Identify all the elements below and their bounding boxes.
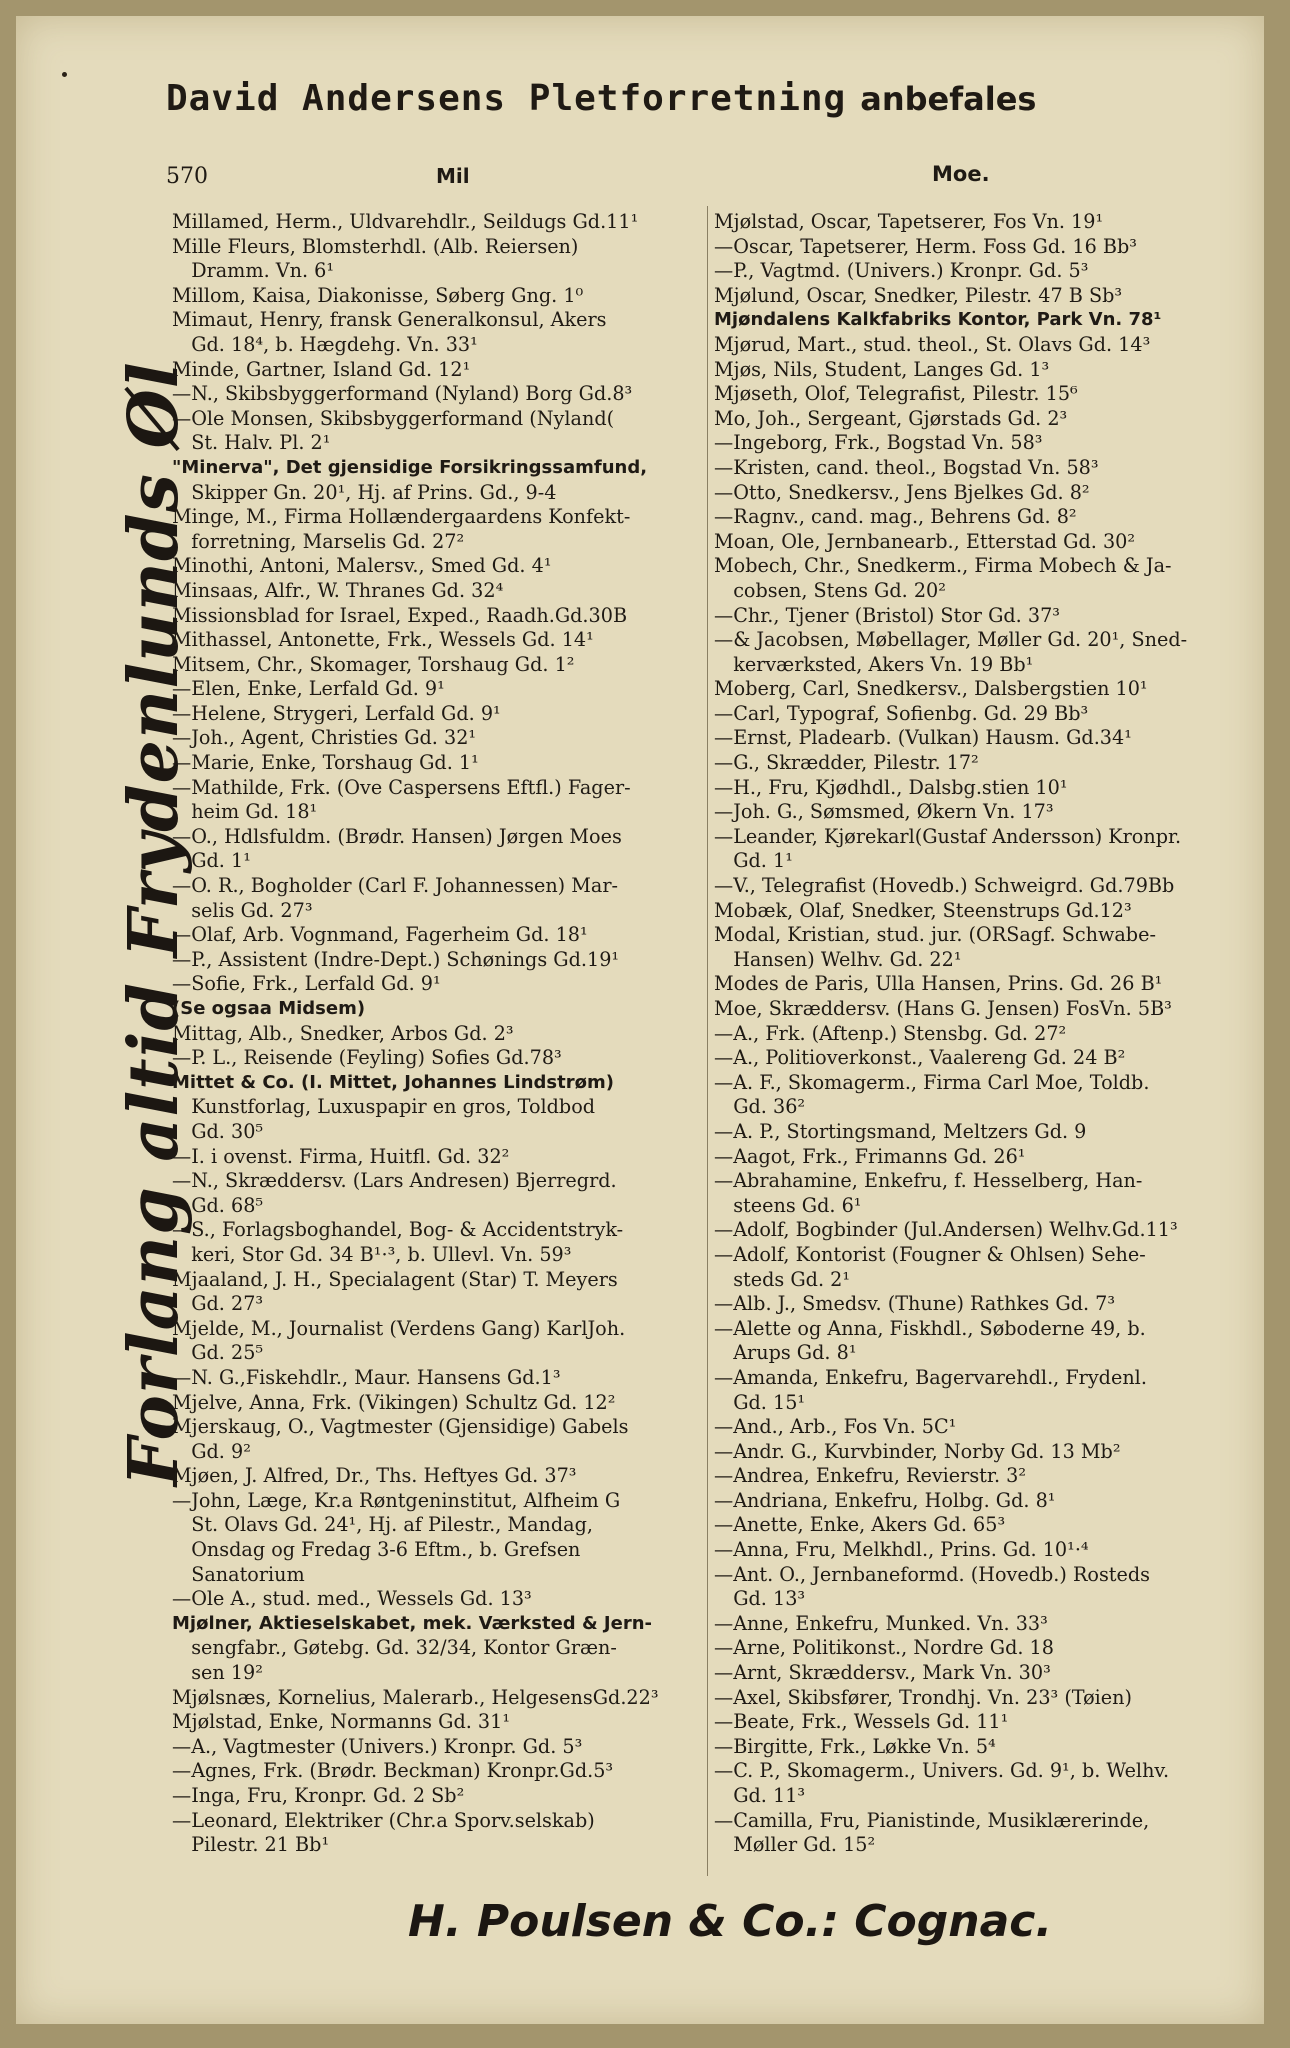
directory-entry-line: —Otto, Snedkersv., Jens Bjelkes Gd. 8² [714,480,1090,504]
directory-entry-line: —P., Vagtmd. (Univers.) Kronpr. Gd. 5³ [714,259,1089,283]
directory-entry-line: —Elen, Enke, Lerfald Gd. 9¹ [172,677,445,701]
directory-entry-line: —Anna, Fru, Melkhdl., Prins. Gd. 10¹·⁴ [714,1538,1089,1562]
directory-entry-line: Mjørud, Mart., stud. theol., St. Olavs Gd. 14³ [714,332,1151,356]
right-column [714,210,1252,1858]
directory-entry-line: steds Gd. 2¹ [714,1267,851,1291]
directory-entry-line: —Joh. G., Sømsmed, Økern Vn. 17³ [714,800,1054,824]
directory-entry-line: Missionsblad for Israel, Exped., Raadh.Gd.30B [172,603,628,627]
directory-entry-line: sen 19² [172,1661,263,1685]
banner-text: David Andersens Pletforretning [166,78,847,119]
directory-entry-line: Gd. 13³ [714,1587,806,1611]
directory-entry-line: Modal, Kristian, stud. jur. (ORSagf. Schwabe- [714,923,1156,947]
directory-entry-line: heim Gd. 18¹ [172,800,318,824]
directory-entry-line: kerværksted, Akers Vn. 19 Bb¹ [714,652,1034,676]
directory-entry-line: keri, Stor Gd. 34 B¹·³, b. Ullevl. Vn. 59³ [172,1242,572,1266]
directory-entry-line: —Oscar, Tapetserer, Herm. Foss Gd. 16 Bb³ [714,234,1137,258]
directory-entry-line: Minsaas, Alfr., W. Thranes Gd. 32⁴ [172,578,504,602]
directory-entry-line: —Anne, Enkefru, Munked. Vn. 33³ [714,1611,1048,1635]
directory-entry-line: —Abrahamine, Enkefru, f. Hesselberg, Han- [714,1169,1143,1193]
directory-entry-line: Onsdag og Fredag 3-6 Eftm., b. Grefsen [172,1538,581,1562]
directory-entry-line: Mitsem, Chr., Skomager, Torshaug Gd. 1² [172,652,575,676]
directory-entry-line: cobsen, Stens Gd. 20² [714,578,946,602]
print-speck [62,72,67,77]
directory-entry-line: —Birgitte, Frk., Løkke Vn. 5⁴ [714,1734,996,1758]
directory-entry-line: Skipper Gn. 20¹, Hj. af Prins. Gd., 9-4 [172,480,557,504]
directory-entry-line: Hansen) Welhv. Gd. 22¹ [714,947,962,971]
guide-word-left: Mil [436,164,470,188]
directory-entry-line: Gd. 1¹ [172,849,251,873]
directory-entry-line: —Sofie, Frk., Lerfald Gd. 9¹ [172,972,441,996]
directory-entry-line: Gd. 18⁴, b. Hægdehg. Vn. 33¹ [172,332,478,356]
directory-entry-line: steens Gd. 6¹ [714,1193,862,1217]
directory-entry-line: —Camilla, Fru, Pianistinde, Musiklærerinde, [714,1808,1150,1832]
directory-entry-line: —V., Telegrafist (Hovedb.) Schweigrd. Gd.79Bb [714,874,1175,898]
directory-entry-line: —N. G.,Fiskehdlr., Maur. Hansens Gd.1³ [172,1365,561,1389]
left-column [172,210,710,1858]
directory-entry-line: Mjelve, Anna, Frk. (Vikingen) Schultz Gd. 12² [172,1390,616,1414]
directory-entry-line: —Andriana, Enkefru, Holbg. Gd. 8¹ [714,1488,1056,1512]
directory-entry-line: —Ragnv., cand. mag., Behrens Gd. 8² [714,505,1077,529]
page-number: 570 [166,164,208,189]
footer-advertisement: H. Poulsen & Co.: Cognac. [408,1896,1053,1947]
banner-ad [166,78,1226,138]
directory-entry-line: —Ant. O., Jernbaneformd. (Hovedb.) Rosteds [714,1562,1150,1586]
directory-entry-line: —Joh., Agent, Christies Gd. 32¹ [172,726,477,750]
directory-entry-line: Mittet & Co. (I. Mittet, Johannes Lindstrøm) [172,1071,614,1093]
directory-entry-line: Mjølstad, Enke, Normanns Gd. 31¹ [172,1710,511,1734]
directory-entry-line: Kunstforlag, Luxuspapir en gros, Toldbod [172,1095,596,1119]
directory-entry-line: —Alb. J., Smedsv. (Thune) Rathkes Gd. 7³ [714,1292,1116,1316]
directory-entry-line: —I. i ovenst. Firma, Huitfl. Gd. 32² [172,1144,510,1168]
directory-entry-line: —Chr., Tjener (Bristol) Stor Gd. 37³ [714,603,1060,627]
directory-page [16,16,1264,2024]
directory-entry-line: Sanatorium [172,1562,305,1586]
column-divider [707,206,708,1876]
directory-entry-line: Mille Fleurs, Blomsterhdl. (Alb. Reiersen) [172,234,579,258]
directory-entry-line: Gd. 1¹ [714,849,793,873]
directory-entry-line: —A., Frk. (Aftenp.) Stensbg. Gd. 27² [714,1021,1067,1045]
directory-entry-line: —P. L., Reisende (Feyling) Sofies Gd.78³ [172,1046,562,1070]
directory-entry-line: forretning, Marselis Gd. 27² [172,529,465,553]
directory-entry-line: —Carl, Typograf, Sofienbg. Gd. 29 Bb³ [714,701,1089,725]
directory-entry-line: Millamed, Herm., Uldvarehdlr., Seildugs Gd.11¹ [172,210,639,233]
directory-entry-line: Gd. 27³ [172,1292,264,1316]
directory-entry-line: —Aagot, Frk., Frimanns Gd. 26¹ [714,1144,1026,1168]
directory-entry-line: —Marie, Enke, Torshaug Gd. 1¹ [172,751,479,775]
side-advertisement: Forlang altid Frydenlunds Øl [114,361,194,1486]
directory-entry-line: Mjerskaug, O., Vagtmester (Gjensidige) Gabels [172,1415,629,1439]
directory-entry-line: Mjøndalens Kalkfabriks Kontor, Park Vn. 78¹ [714,309,1162,331]
directory-entry-line: Gd. 36² [714,1095,806,1119]
guide-word-right: Moe. [932,162,990,186]
directory-entry-line: —Adolf, Kontorist (Fougner & Ohlsen) Sehe- [714,1242,1146,1266]
directory-entry-line: "Minerva", Det gjensidige Forsikringssamfund, [172,456,648,478]
directory-entry-line: —Leander, Kjørekarl(Gustaf Andersson) Kronpr. [714,824,1182,848]
directory-entry-line: —A. F., Skomagerm., Firma Carl Moe, Toldb. [714,1070,1150,1094]
directory-entry-line: St. Halv. Pl. 2¹ [172,431,331,455]
directory-entry-line: —A. P., Stortingsmand, Meltzers Gd. 9 [714,1119,1087,1143]
directory-entry-line: (Se ogsaa Midsem) [172,998,366,1019]
directory-entry-line: Mjelde, M., Journalist (Verdens Gang) KarlJoh. [172,1316,626,1340]
directory-entry-line: Mimaut, Henry, fransk Generalkonsul, Akers [172,308,607,332]
directory-entry-line: —A., Vagtmester (Univers.) Kronpr. Gd. 5³ [172,1734,583,1758]
directory-entry-line: —Andr. G., Kurvbinder, Norby Gd. 13 Mb² [714,1439,1121,1463]
directory-entry-line: Mobech, Chr., Snedkerm., Firma Mobech & Ja- [714,554,1172,578]
directory-entry-line: Minothi, Antoni, Malersv., Smed Gd. 4¹ [172,554,552,578]
directory-entry-line: —Mathilde, Frk. (Ove Caspersens Eftfl.) Fager- [172,775,631,799]
directory-entry-line: Gd. 11³ [714,1784,806,1807]
directory-entry-line: Arups Gd. 8¹ [714,1341,857,1365]
directory-entry-line: —Arne, Politikonst., Nordre Gd. 18 [714,1636,1054,1660]
directory-entry-line: —O. R., Bogholder (Carl F. Johannessen) Mar- [172,874,619,898]
directory-entry-line: —And., Arb., Fos Vn. 5C¹ [714,1415,957,1439]
directory-entry-line: Minge, M., Firma Hollændergaardens Konfekt- [172,505,631,529]
directory-entry-line: —Olaf, Arb. Vognmand, Fagerheim Gd. 18¹ [172,923,588,947]
directory-entry-line: —Andrea, Enkefru, Revierstr. 3² [714,1464,1027,1488]
directory-entry-line: Mjøen, J. Alfred, Dr., Ths. Heftyes Gd. 37³ [172,1464,577,1488]
directory-entry-line: —Ernst, Pladearb. (Vulkan) Hausm. Gd.34¹ [714,726,1132,750]
directory-entry-line: —Inga, Fru, Kronpr. Gd. 2 Sb² [172,1784,465,1807]
directory-entry-line: Minde, Gartner, Island Gd. 12¹ [172,357,471,381]
directory-entry-line: —Kristen, cand. theol., Bogstad Vn. 58³ [714,455,1099,479]
directory-entry-line: Mjølund, Oscar, Snedker, Pilestr. 47 B Sb³ [714,283,1123,307]
directory-entry-line: —Adolf, Bogbinder (Jul.Andersen) Welhv.Gd.11³ [714,1218,1178,1242]
directory-entry-line: Gd. 9² [172,1439,251,1463]
directory-entry-line: —Amanda, Enkefru, Bagervarehdl., Frydenl. [714,1365,1147,1389]
directory-entry-line: Gd. 30⁵ [172,1119,264,1143]
directory-entry-line: sengfabr., Gøtebg. Gd. 32/34, Kontor Græn- [172,1636,617,1660]
directory-entry-line: Modes de Paris, Ulla Hansen, Prins. Gd. 26 B¹ [714,972,1163,996]
directory-entry-line: —Helene, Strygeri, Lerfald Gd. 9¹ [172,701,501,725]
directory-entry-line: Mittag, Alb., Snedker, Arbos Gd. 2³ [172,1021,514,1045]
directory-entry-line: Mobæk, Olaf, Snedker, Steenstrups Gd.12³ [714,898,1132,922]
directory-entry-line: Møller Gd. 15² [714,1833,876,1857]
directory-entry-line: —Arnt, Skræddersv., Mark Vn. 30³ [714,1661,1051,1685]
directory-entry-line: —Ingeborg, Frk., Bogstad Vn. 58³ [714,431,1043,455]
directory-entry-line: Mjølstad, Oscar, Tapetserer, Fos Vn. 19¹ [714,210,1104,233]
directory-entry-line: Mjølsnæs, Kornelius, Malerarb., HelgesensGd.22³ [172,1685,659,1709]
directory-entry-line: Gd. 68⁵ [172,1193,264,1217]
directory-entry-line: —& Jacobsen, Møbellager, Møller Gd. 20¹, Sned- [714,628,1188,652]
directory-entry-line: —John, Læge, Kr.a Røntgeninstitut, Alfheim G [172,1488,621,1512]
directory-entry-line: —Ole A., stud. med., Wessels Gd. 13³ [172,1587,532,1611]
directory-entry-line: —G., Skrædder, Pilestr. 17² [714,751,979,775]
directory-entry-line: —Anette, Enke, Akers Gd. 65³ [714,1513,1006,1537]
directory-entry-line: St. Olavs Gd. 24¹, Hj. af Pilestr., Mandag, [172,1513,593,1537]
directory-entry-line: Mjølner, Aktieselskabet, mek. Værksted & Jern- [172,1612,652,1634]
directory-entry-line: selis Gd. 27³ [172,898,313,922]
directory-entry-line: —Agnes, Frk. (Brødr. Beckman) Kronpr.Gd.5³ [172,1759,614,1783]
directory-entry-line: Gd. 25⁵ [172,1341,264,1365]
directory-entry-line: Mjøs, Nils, Student, Langes Gd. 1³ [714,357,1050,381]
directory-entry-line: Gd. 15¹ [714,1390,806,1414]
directory-entry-line: —O., Hdlsfuldm. (Brødr. Hansen) Jørgen Moes [172,824,622,848]
directory-entry-line: —Ole Monsen, Skibsbyggerformand (Nyland( [172,406,615,430]
directory-entry-line: Moan, Ole, Jernbanearb., Etterstad Gd. 30² [714,529,1136,553]
directory-entry-line: —Axel, Skibsfører, Trondhj. Vn. 23³ (Tøien) [714,1685,1133,1709]
directory-entry-line: Mo, Joh., Sergeant, Gjørstads Gd. 2³ [714,406,1068,430]
directory-entry-line: —Beate, Frk., Wessels Gd. 11¹ [714,1710,1009,1734]
directory-entry-line: —Alette og Anna, Fiskhdl., Søboderne 49, b. [714,1316,1146,1340]
directory-entry-line: —A., Politioverkonst., Vaalereng Gd. 24 B² [714,1046,1126,1070]
directory-entry-line: —N., Skibsbyggerformand (Nyland) Borg Gd.8³ [172,382,633,406]
directory-entry-line: —H., Fru, Kjødhdl., Dalsbg.stien 10¹ [714,775,1068,799]
directory-entry-line: Mjaaland, J. H., Specialagent (Star) T. Meyers [172,1267,618,1291]
directory-entry-line: Pilestr. 21 Bb¹ [172,1833,330,1857]
directory-entry-line: —Leonard, Elektriker (Chr.a Sporv.selskab) [172,1808,595,1832]
directory-entry-line: —C. P., Skomagerm., Univers. Gd. 9¹, b. Welhv. [714,1759,1170,1783]
directory-entry-line: Moberg, Carl, Snedkersv., Dalsbergstien 10¹ [714,677,1148,701]
directory-entry-line: Mjøseth, Olof, Telegrafist, Pilestr. 15⁶ [714,382,1078,406]
directory-entry-line: Mithassel, Antonette, Frk., Wessels Gd. 14¹ [172,628,594,652]
banner-tail: anbefales [860,80,1037,118]
directory-entry-line: —P., Assistent (Indre-Dept.) Schønings Gd.19¹ [172,947,620,971]
directory-entry-line: Millom, Kaisa, Diakonisse, Søberg Gng. 1⁰ [172,283,584,307]
directory-entry-line: Moe, Skræddersv. (Hans G. Jensen) FosVn. 5B³ [714,997,1172,1020]
directory-entry-line: —S., Forlagsboghandel, Bog- & Accidentstryk- [172,1218,624,1242]
directory-entry-line: Dramm. Vn. 6¹ [172,259,335,283]
directory-entry-line: —N., Skræddersv. (Lars Andresen) Bjerregrd. [172,1169,617,1193]
